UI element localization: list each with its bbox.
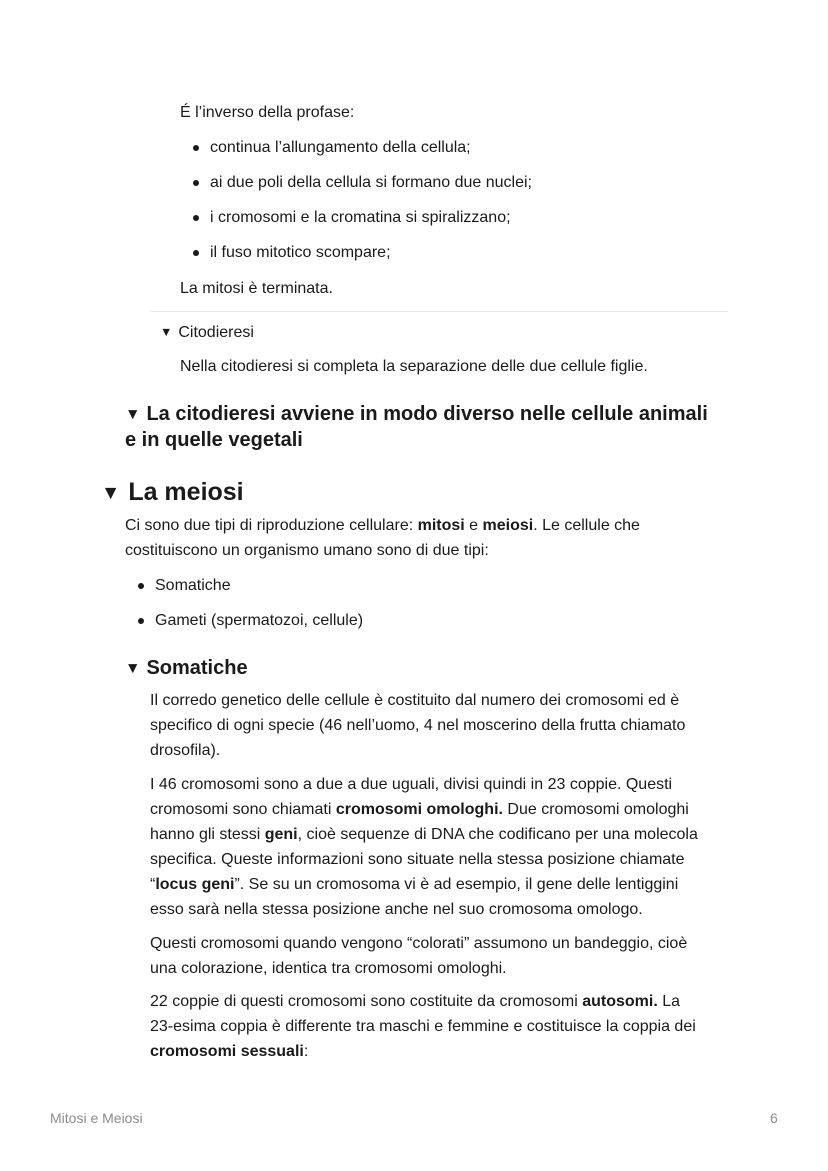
divider	[150, 311, 728, 312]
somatiche-p2-l4: specifica. Queste informazioni sono situate nella stessa posizione chiamate	[150, 851, 685, 868]
somatiche-p2-l5: “locus geni”. Se su un cromosoma vi è ad esempio, il gene delle lentiggini	[150, 876, 679, 893]
citodieresi-text: Nella citodieresi si completa la separazione delle due cellule figlie.	[180, 358, 648, 375]
telofase-conclusion: La mitosi è terminata.	[180, 280, 333, 297]
bullet-icon	[193, 215, 199, 221]
somatiche-p1-l2: specifico di ogni specie (46 nell’uomo, 4 nel moscerino della frutta chiamato	[150, 717, 686, 734]
somatiche-p4-l3: cromosomi sessuali:	[150, 1043, 309, 1060]
somatiche-p2-l6: esso sarà nella stessa posizione anche nel suo cromosoma omologo.	[150, 901, 643, 918]
toggle-meiosi[interactable]: ▼ La meiosi	[101, 478, 244, 506]
page-number: 6	[770, 1110, 778, 1126]
somatiche-p1-l1: Il corredo genetico delle cellule è costituito dal numero dei cromosomi ed è	[150, 692, 680, 709]
meiosi-intro-line1: Ci sono due tipi di riproduzione cellulare: mitosi e meiosi. Le cellule che	[125, 517, 640, 534]
toggle-citodieresi-diff[interactable]: ▼ La citodieresi avviene in modo diverso nelle cellule animali	[125, 401, 708, 428]
triangle-down-icon[interactable]: ▼	[125, 660, 141, 677]
heading-continuation: e in quelle vegetali	[125, 429, 303, 451]
telofase-intro: É l’inverso della profase:	[180, 104, 355, 121]
bullet-icon	[193, 145, 199, 151]
somatiche-p2-l3: hanno gli stessi geni, cioè sequenze di DNA che codificano per una molecola	[150, 826, 698, 843]
toggle-citodieresi[interactable]: ▼ Citodieresi	[160, 320, 254, 345]
somatiche-p4-l2: 23-esima coppia è differente tra maschi e femmine e costituisce la coppia dei	[150, 1018, 696, 1035]
somatiche-p3-l2: una colorazione, identica tra cromosomi omologhi.	[150, 960, 507, 977]
somatiche-p2-l1: I 46 cromosomi sono a due a due uguali, divisi quindi in 23 coppie. Questi	[150, 776, 673, 793]
somatiche-p4-l1: 22 coppie di questi cromosomi sono costituite da cromosomi autosomi. La	[150, 993, 681, 1010]
toggle-somatiche[interactable]: ▼ Somatiche	[125, 655, 248, 682]
somatiche-p1-l3: drosofila).	[150, 742, 221, 759]
somatiche-p2-l2: cromosomi sono chiamati cromosomi omologhi. Due cromosomi omologhi	[150, 801, 689, 818]
bullet-icon	[138, 618, 144, 624]
bullet-icon	[193, 250, 199, 256]
triangle-down-icon[interactable]: ▼	[125, 406, 141, 423]
bullet-icon	[138, 583, 144, 589]
triangle-down-icon[interactable]: ▼	[101, 482, 121, 504]
footer-title: Mitosi e Meiosi	[50, 1110, 143, 1126]
triangle-down-icon[interactable]: ▼	[160, 325, 173, 339]
meiosi-intro-line2: costituiscono un organismo umano sono di due tipi:	[125, 542, 489, 559]
bullet-icon	[193, 180, 199, 186]
somatiche-p3-l1: Questi cromosomi quando vengono “colorati” assumono un bandeggio, cioè	[150, 935, 688, 952]
